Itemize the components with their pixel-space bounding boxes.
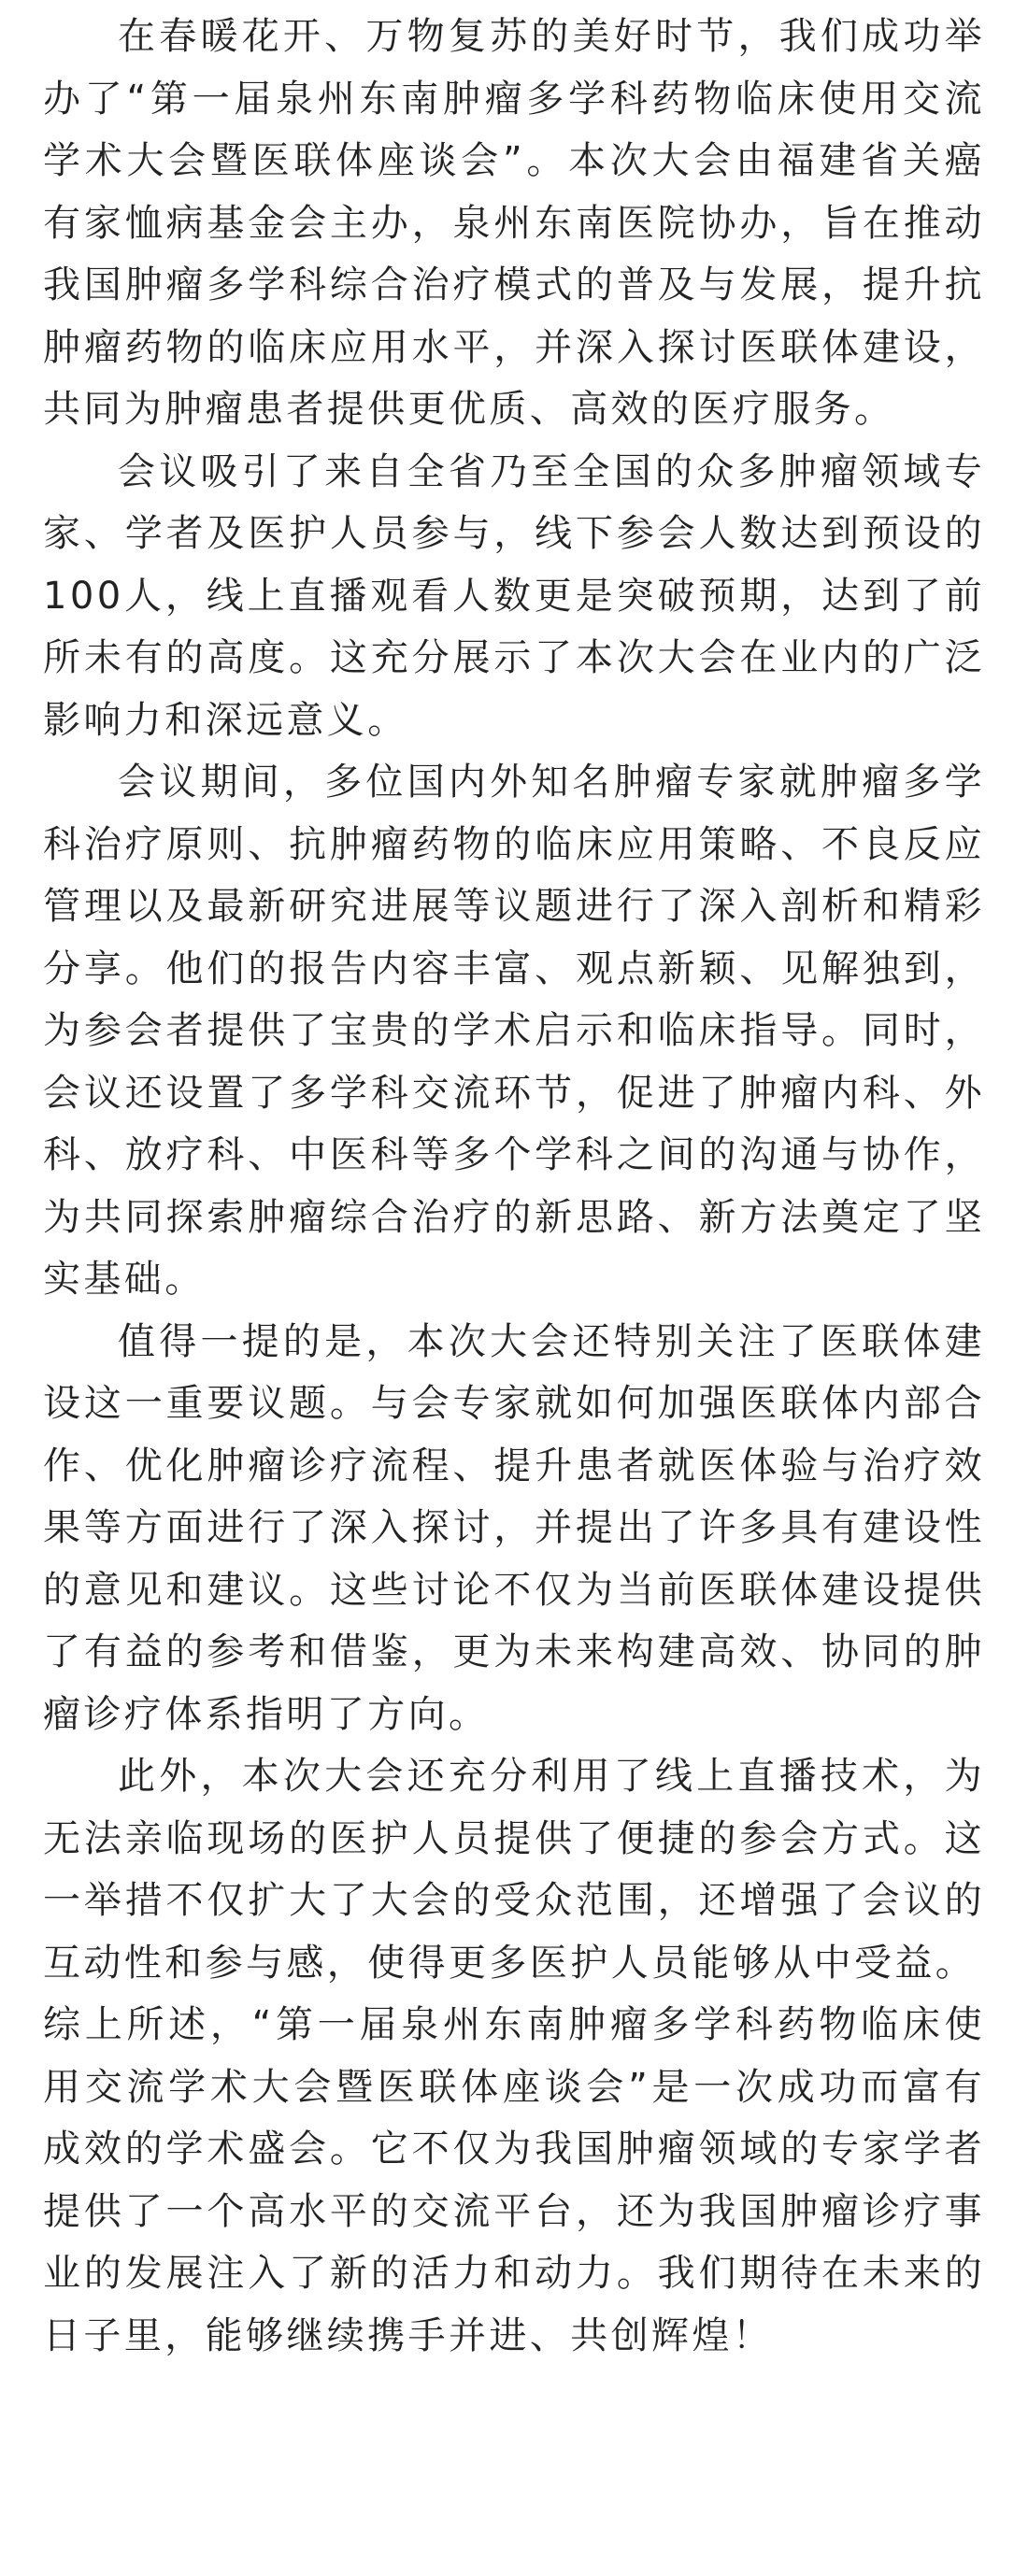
paragraph-sessions: 会议期间，多位国内外知名肿瘤专家就肿瘤多学科治疗原则、抗肿瘤药物的临床应用策略、不良反应管理以及最新研究进展等议题进行了深入剖析和精彩分享。他们的报告内容丰富、观点新颖、见解独到，为参会者提供了宝贵的学术启示和临床指导。同时，会议还设置了多学科交流环节，促进了肿瘤内科、外科、放疗科、中医科等多个学科之间的沟通与协作，为共同探索肿瘤综合治疗的新思路、新方法奠定了坚实基础。 xyxy=(43,761,985,1301)
paragraph-conclusion: 综上所述，“第一届泉州东南肿瘤多学科药物临床使用交流学术大会暨医联体座谈会”是一次成功而富有成效的学术盛会。它不仅为我国肿瘤领域的专家学者提供了一个高水平的交流平台，还为我国肿瘤诊疗事业的发展注入了新的活力和动力。我们期待在未来的日子里，能够继续携手并进、共创辉煌！ xyxy=(43,2003,985,2357)
paragraph-attendance: 会议吸引了来自全省乃至全国的众多肿瘤领域专家、学者及医护人员参与，线下参会人数达到预设的100人，线上直播观看人数更是突破预期，达到了前所未有的高度。这充分展示了本次大会在业内的广泛影响力和深远意义。 xyxy=(43,449,985,742)
paragraph-live-stream: 此外，本次大会还充分利用了线上直播技术，为无法亲临现场的医护人员提供了便捷的参会方式。这一举措不仅扩大了大会的受众范围，还增强了会议的互动性和参与感，使得更多医护人员能够从中受益。 xyxy=(43,1755,985,1985)
paragraph-intro: 在春暖花开、万物复苏的美好时节，我们成功举办了“第一届泉州东南肿瘤多学科药物临床使用交流学术大会暨医联体座谈会”。本次大会由福建省关癌有家恤病基金会主办，泉州东南医院协办，旨在推动我国肿瘤多学科综合治疗模式的普及与发展，提升抗肿瘤药物的临床应用水平，并深入探讨医联体建设，共同为肿瘤患者提供更优质、高效的医疗服务。 xyxy=(43,15,985,431)
paragraph-medical-alliance: 值得一提的是，本次大会还特别关注了医联体建设这一重要议题。与会专家就如何加强医联体内部合作、优化肿瘤诊疗流程、提升患者就医体验与治疗效果等方面进行了深入探讨，并提出了许多具有建设性的意见和建议。这些讨论不仅为当前医联体建设提供了有益的参考和借鉴，更为未来构建高效、协同的肿瘤诊疗体系指明了方向。 xyxy=(43,1319,985,1736)
